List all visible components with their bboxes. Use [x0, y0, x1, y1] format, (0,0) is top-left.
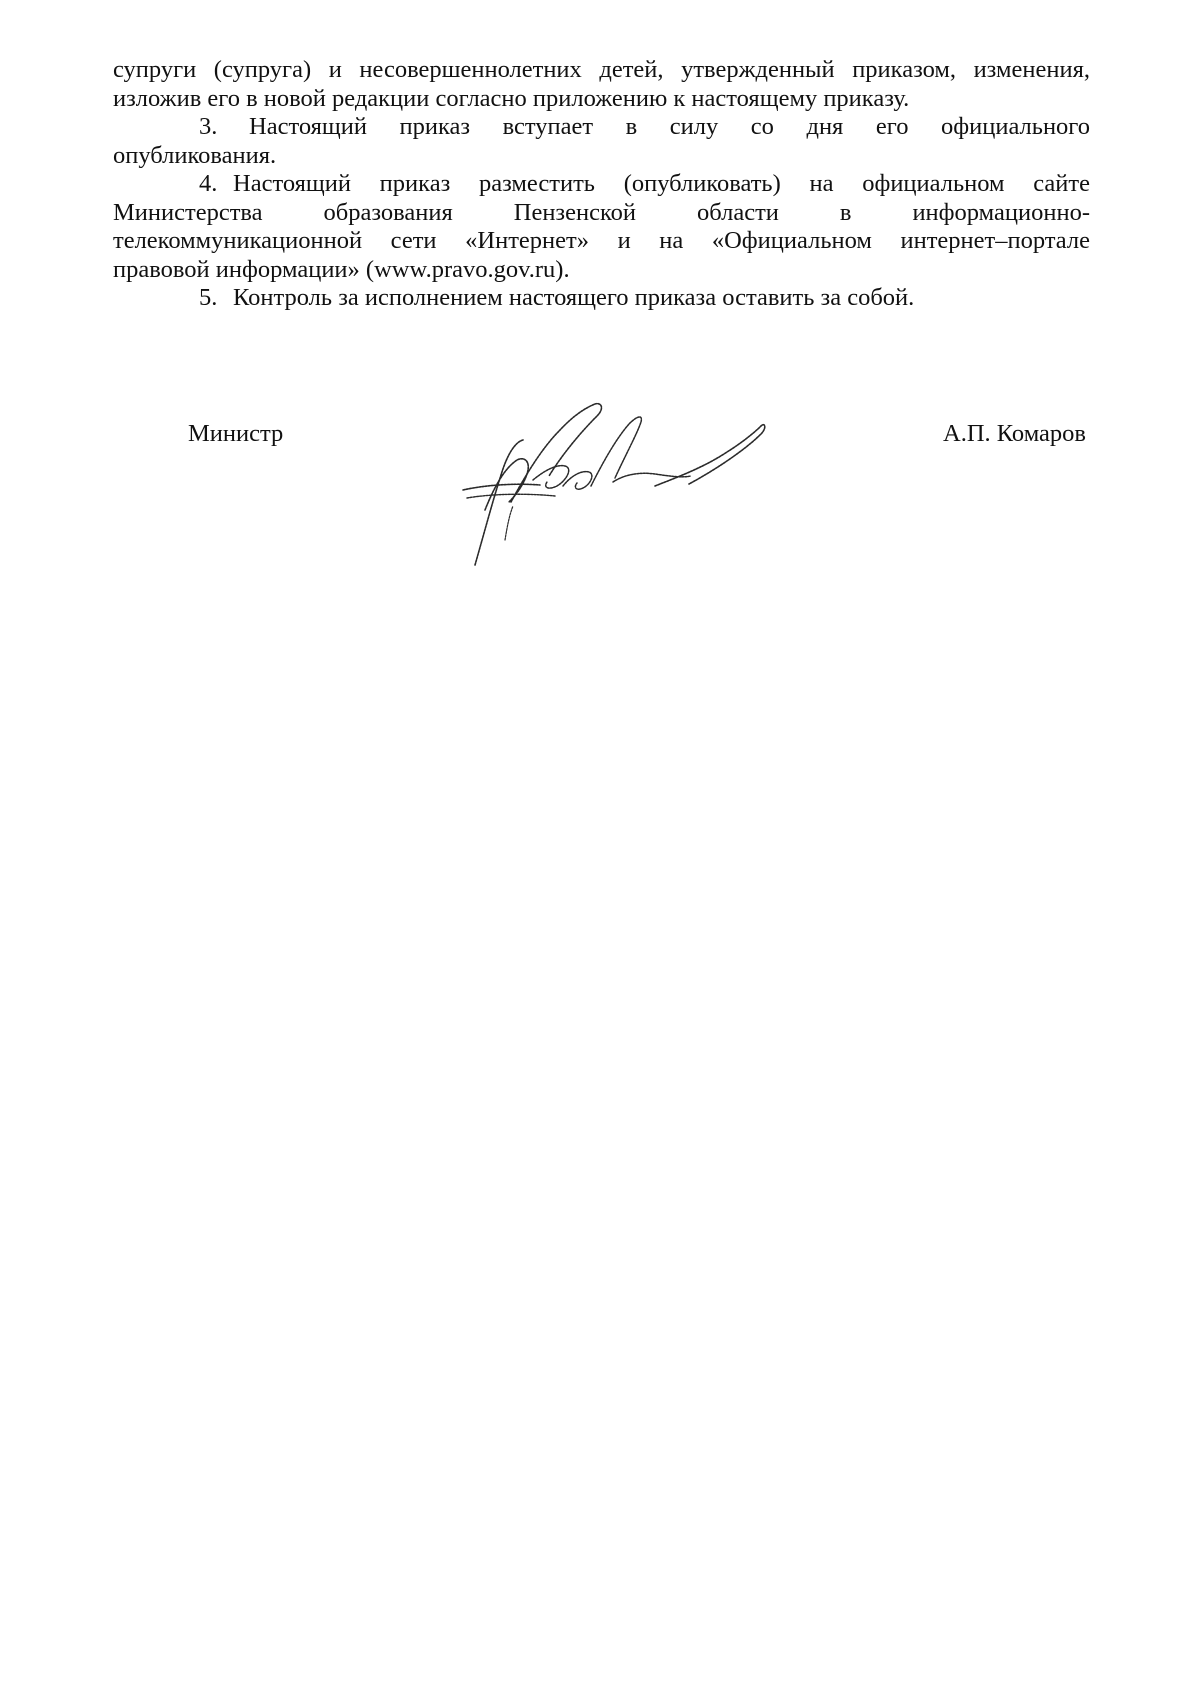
- item-number: 5.: [199, 284, 218, 311]
- text-line: [113, 113, 1090, 142]
- paragraph-continuation: [113, 56, 1090, 113]
- signatory-name: А.П. Комаров: [943, 420, 1086, 447]
- document-body: [113, 56, 1090, 313]
- text-line: Министерства образования Пензенской области в информационно-: [113, 198, 1090, 226]
- text-line: изложив его в новой редакции согласно приложению к настоящему приказу.: [113, 84, 910, 112]
- paragraph-item-3: [113, 113, 1090, 170]
- item-number: 4.: [199, 170, 218, 197]
- text-line: супруги (супруга) и несовершеннолетних детей, утвержденный приказом, изменения,: [113, 56, 1090, 83]
- text-line: [113, 284, 1090, 313]
- handwritten-signature-icon: [445, 390, 795, 580]
- item-text: Контроль за исполнением настоящего приказа оставить за собой.: [233, 284, 915, 311]
- item-number: 3.: [199, 113, 218, 140]
- item-text: Настоящий приказ разместить (опубликовать) на официальном сайте: [233, 170, 1090, 197]
- text-line: опубликования.: [113, 141, 277, 169]
- text-line: [113, 170, 1090, 199]
- signatory-title: Министр: [188, 420, 284, 447]
- paragraph-item-4: [113, 170, 1090, 284]
- text-line: телекоммуникационной сети «Интернет» и на «Официальном интернет–портале: [113, 227, 1090, 254]
- paragraph-item-5: [113, 284, 1090, 313]
- signature-row: [0, 420, 1200, 570]
- text-line: правовой информации» (www.pravo.gov.ru).: [113, 255, 570, 283]
- item-text: Настоящий приказ вступает в силу со дня его официального: [249, 113, 1090, 140]
